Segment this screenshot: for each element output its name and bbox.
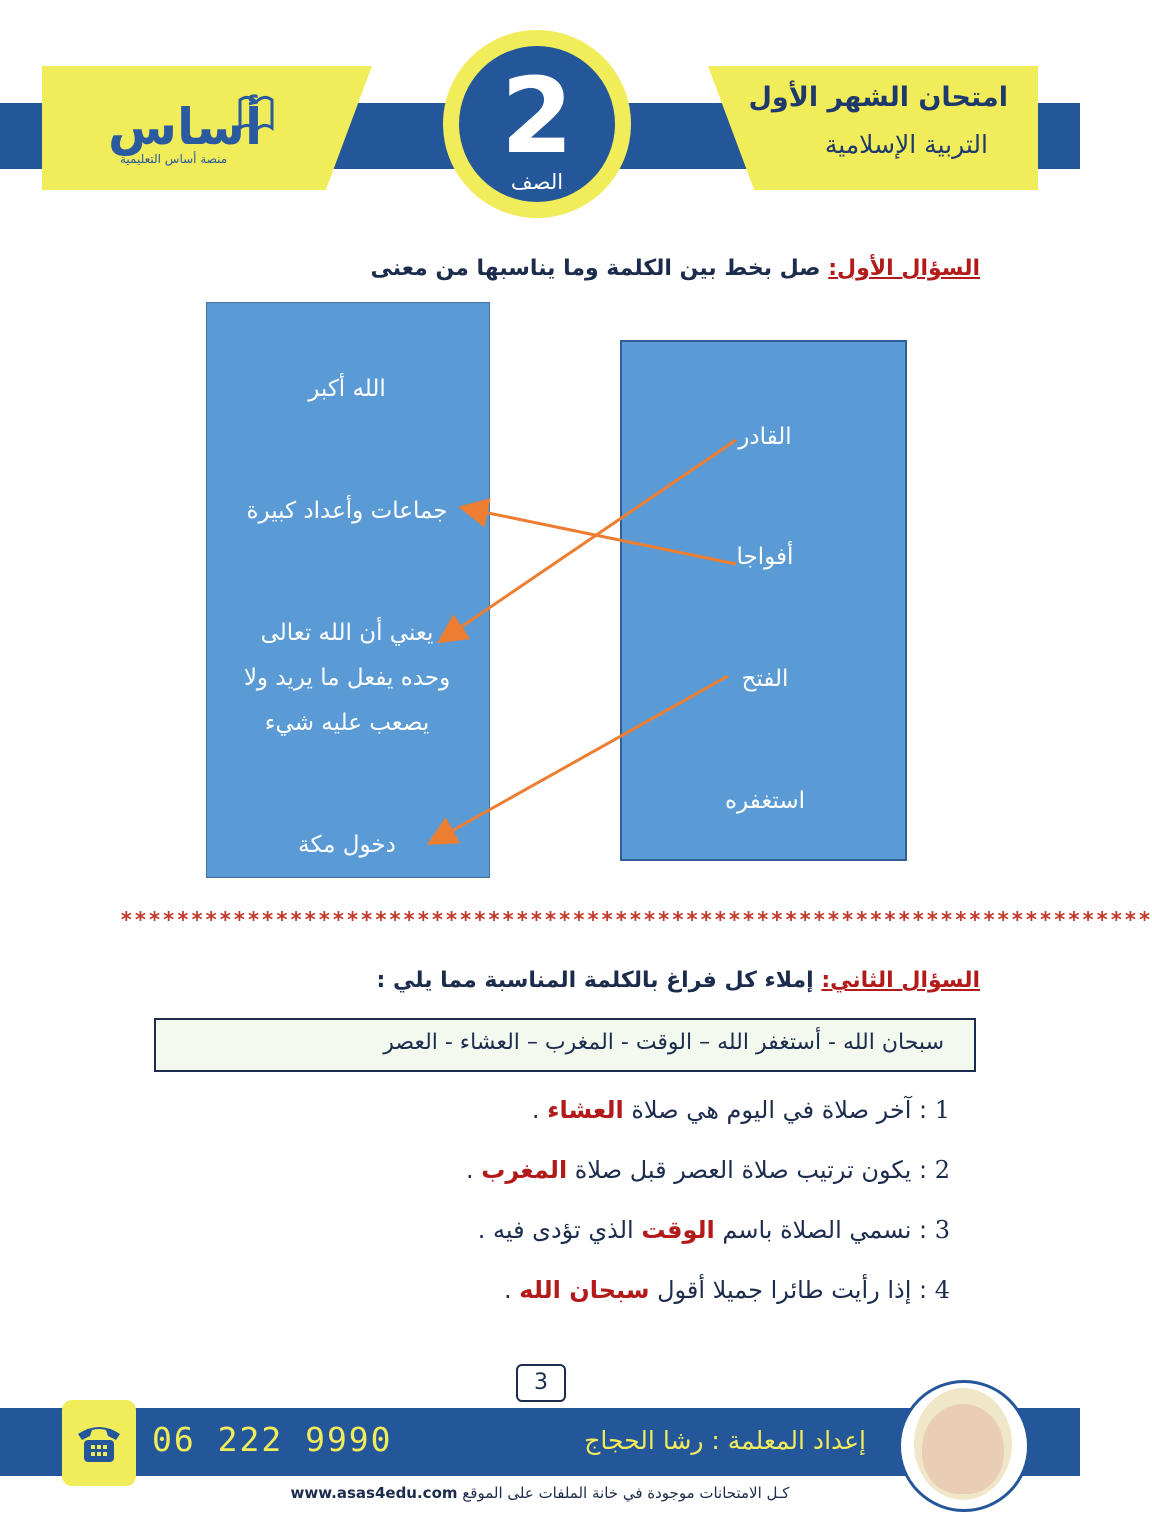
answer-word: الوقت: [641, 1216, 715, 1244]
grade-number: 2: [500, 55, 574, 177]
match-line-fath: [432, 676, 728, 842]
meaning-item: جماعات وأعداد كبيرة: [246, 498, 448, 524]
section-separator: *************************************************************************: [120, 908, 1152, 932]
sentence-number: 1: [934, 1096, 950, 1124]
sentence-1: [532, 1096, 950, 1124]
sentence-number: 3: [934, 1216, 950, 1244]
sentence-end: .: [531, 1096, 548, 1124]
word-item: استغفره: [724, 788, 806, 814]
sentence-text: : آخر صلاة في اليوم هي صلاة: [623, 1096, 935, 1124]
avatar-face: [922, 1404, 1004, 1494]
sentence-3: [478, 1216, 950, 1244]
question2-label: السؤال الثاني:: [821, 968, 980, 993]
grade-label: الصف: [510, 170, 564, 194]
website-link[interactable]: www.asas4edu.com: [290, 1484, 458, 1502]
sentence-text: : نسمي الصلاة باسم: [714, 1216, 935, 1244]
word-item: الفتح: [741, 666, 789, 692]
meaning-item: الله أكبر: [308, 376, 386, 402]
meaning-item: دخول مكة: [298, 832, 396, 858]
logo-text: أساس: [108, 98, 263, 156]
answer-word: المغرب: [481, 1156, 568, 1184]
teacher-name: إعداد المعلمة : رشا الحجاج: [584, 1426, 866, 1455]
footer-note-text: كـل الامتحانات موجودة في خانة الملفات على الموقع: [462, 1484, 790, 1502]
sentence-end: الذي تؤدى فيه .: [477, 1216, 642, 1244]
phone-number: 06 222 9990: [152, 1420, 393, 1459]
meaning-item: يصعب عليه شيء: [264, 710, 430, 736]
meaning-item: وحده يفعل ما يريد ولا: [243, 665, 451, 691]
answer-word: سبحان الله: [519, 1276, 650, 1304]
sentence-text: : يكون ترتيب صلاة العصر قبل صلاة: [567, 1156, 935, 1184]
sentence-end: .: [465, 1156, 482, 1184]
sentence-end: .: [504, 1276, 520, 1304]
exam-title: امتحان الشهر الأول: [748, 82, 1008, 113]
question1-text: صل بخط بين الكلمة وما يناسبها من معنى: [370, 256, 821, 281]
question1-label: السؤال الأول:: [828, 256, 980, 281]
meaning-item: يعني أن الله تعالى: [260, 620, 434, 646]
question2-text: إملاء كل فراغ بالكلمة المناسبة مما يلي :: [376, 968, 814, 993]
page-number: 3: [516, 1364, 566, 1402]
exam-subject: التربية الإسلامية: [824, 130, 988, 159]
sentence-text: : إذا رأيت طائرا جميلا أقول: [649, 1276, 935, 1304]
sentence-number: 4: [934, 1276, 950, 1304]
telephone-icon: [74, 1420, 124, 1466]
sentence-4: [504, 1276, 950, 1304]
match-line-afwaja: [464, 508, 736, 564]
sentence-2: [466, 1156, 950, 1184]
word-item: القادر: [738, 424, 792, 450]
question2-heading: [377, 968, 980, 993]
sentence-number: 2: [934, 1156, 950, 1184]
match-line-qader: [442, 440, 736, 640]
logo-tagline: منصة أساس التعليمية: [120, 152, 228, 166]
answer-word: العشاء: [547, 1096, 624, 1124]
word-item: أفواجا: [736, 544, 794, 570]
word-bank-text: سبحان الله - أستغفر الله – الوقت - المغرب – العشاء - العصر: [383, 1030, 944, 1055]
footer-note: [240, 1484, 840, 1502]
